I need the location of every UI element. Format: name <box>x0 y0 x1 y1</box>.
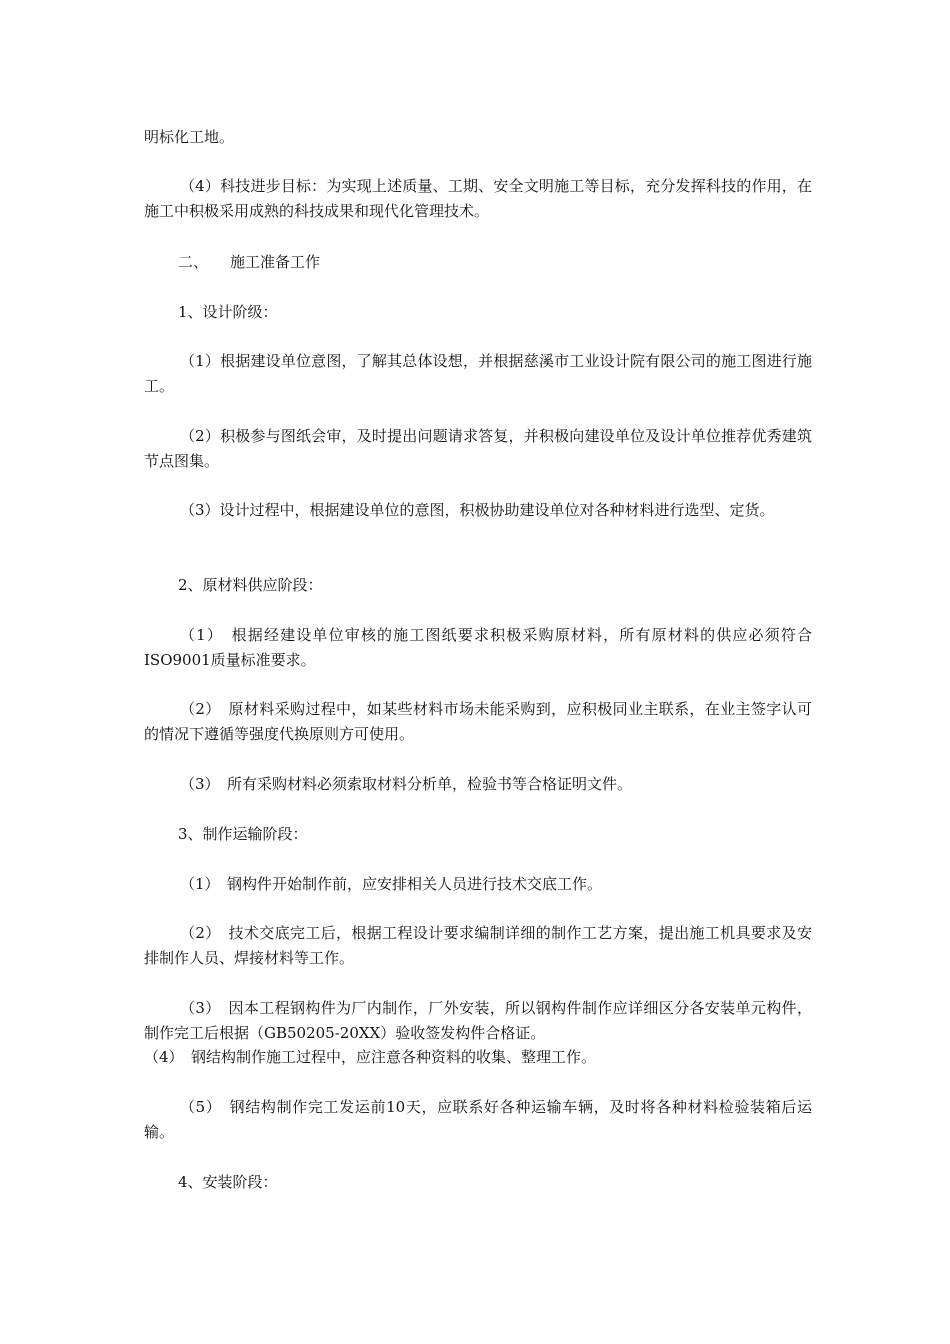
paragraph-continuation: 明标化工地。 <box>144 128 235 146</box>
section-heading-preparation <box>178 250 846 275</box>
paragraph-material-1: （1） 根据经建设单位审核的施工图纸要求积极采购原材料，所有原材料的供应必须符合ISO9001质量标准要求。 <box>144 626 812 669</box>
section-title: 施工准备工作 <box>230 253 321 271</box>
paragraph-design-1: （1）根据建设单位意图，了解其总体设想，并根据慈溪市工业设计院有限公司的施工图进行施工。 <box>144 352 812 395</box>
paragraph-design-3: （3）设计过程中，根据建设单位的意图，积极协助建设单位对各种材料进行选型、定货。 <box>180 501 775 519</box>
subheading-installation-stage: 4、安装阶段： <box>178 1173 278 1191</box>
paragraph-tech-goal: （4）科技进步目标：为实现上述质量、工期、安全文明施工等目标，充分发挥科技的作用，在施工中积极采用成熟的科技成果和现代化管理技术。 <box>144 177 812 220</box>
subheading-fabrication-stage: 3、制作运输阶段： <box>178 825 308 843</box>
section-number: 二、 <box>178 253 209 271</box>
paragraph-fabrication-5: （5） 钢结构制作完工发运前10天，应联系好各种运输车辆，及时将各种材料检验装箱后运输。 <box>144 1098 812 1141</box>
paragraph-fabrication-1: （1） 钢构件开始制作前，应安排相关人员进行技术交底工作。 <box>180 875 603 893</box>
paragraph-design-2: （2）积极参与图纸会审，及时提出问题请求答复，并积极向建设单位及设计单位推荐优秀建筑节点图集。 <box>144 427 812 470</box>
paragraph-material-2: （2） 原材料采购过程中，如某些材料市场未能采购到，应积极同业主联系，在业主签字认可的情况下遵循等强度代换原则方可使用。 <box>144 700 812 743</box>
paragraph-material-3: （3） 所有采购材料必须索取材料分析单，检验书等合格证明文件。 <box>180 775 633 793</box>
paragraph-fabrication-3: （3） 因本工程钢构件为厂内制作，厂外安装，所以钢构件制作应详细区分各安装单元构件，制作完工后根据（GB50205-20XX）验收签发构件合格证。 <box>144 999 812 1042</box>
subheading-design-stage: 1、设计阶级： <box>178 303 278 321</box>
paragraph-fabrication-4: （4） 钢结构制作施工过程中，应注意各种资料的收集、整理工作。 <box>144 1048 597 1066</box>
paragraph-fabrication-2: （2） 技术交底完工后，根据工程设计要求编制详细的制作工艺方案，提出施工机具要求及安排制作人员、焊接材料等工作。 <box>144 924 812 967</box>
subheading-material-stage: 2、原材料供应阶段： <box>178 576 323 594</box>
